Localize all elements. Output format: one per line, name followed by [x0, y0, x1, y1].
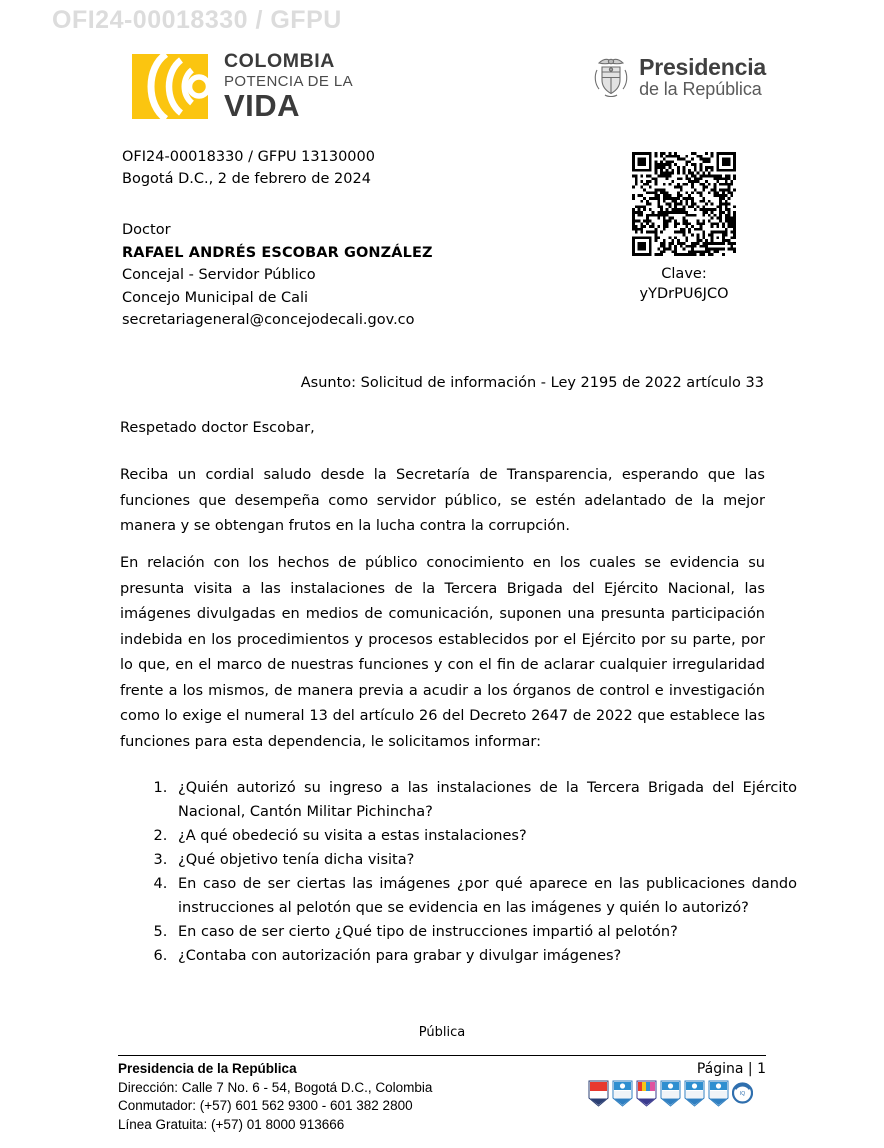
- badge-great-culture-to-innovate-icon: [636, 1080, 657, 1114]
- body-paragraph-2: En relación con los hechos de público conocimiento en los cuales se evidencia su presunta visita a las instalaciones de la Tercera Brigada del Ejército Nacional, las imágenes divulgadas en medios de comunicación, suponen una presunta participación indebida en los procedimientos y procesos establecidos por el Ejército por su parte, por lo que, en el marco de nuestras funciones y con el fin de aclarar cualquier irregularidad frente a los mismos, de manera previa a acudir a los órganos de control e investigación como lo exige el numeral 13 del artículo 26 del Decreto 2647 de 2022 que establece las funciones para esta dependencia, le solicitamos informar:: [120, 555, 765, 750]
- recipient-entity: Concejo Municipal de Cali: [122, 289, 309, 306]
- badge-icontec-1-icon: [612, 1080, 633, 1114]
- coat-of-arms-icon: [591, 54, 631, 100]
- qr-code-block: [632, 152, 736, 304]
- list-item: 1. ¿Quién autorizó su ingreso a las instalaciones de la Tercera Brigada del Ejército Nacional, Cantón Militar Pichincha?: [172, 776, 797, 824]
- subject-line: Asunto: Solicitud de información - Ley 2195 de 2022 artículo 33: [300, 375, 764, 391]
- document-watermark: OFI24-00018330 / GFPU: [52, 6, 342, 34]
- list-item: 4. En caso de ser ciertas las imágenes ¿por qué aparece en las publicaciones dando instrucciones al pelotón que se evidencia en las imágenes y quién lo autorizó?: [172, 872, 797, 920]
- colombia-logo-wordmark: [224, 52, 353, 121]
- badge-icontec-3-icon: [684, 1080, 705, 1114]
- badge-great-place-to-work-icon: [588, 1080, 609, 1114]
- recipient-block: [122, 219, 433, 332]
- qr-clave-value: yYDrPU6JCO: [639, 286, 729, 302]
- badge-iqnet-icon: [732, 1080, 753, 1114]
- footer-toll-free: Línea Gratuita: (+57) 01 8000 913666: [118, 1116, 345, 1132]
- qr-code-image: [632, 152, 736, 256]
- reference-block: [122, 146, 375, 190]
- colombia-wordmark-line2: POTENCIA DE LA: [224, 72, 353, 90]
- document-header: [0, 48, 884, 128]
- city-and-date: Bogotá D.C., 2 de febrero de 2024: [122, 171, 371, 187]
- footer-divider: [118, 1055, 766, 1056]
- svg-text:IQ: IQ: [739, 1091, 746, 1097]
- recipient-position: Concejal - Servidor Público: [122, 267, 316, 283]
- list-item: 6. ¿Contaba con autorización para grabar y divulgar imágenes?: [172, 944, 797, 968]
- questions-list: [140, 776, 797, 968]
- colombia-logo: [126, 50, 353, 123]
- badge-icontec-2-icon: [660, 1080, 681, 1114]
- presidencia-logo: [591, 54, 766, 100]
- badge-icontec-4-icon: [708, 1080, 729, 1114]
- presidencia-wordmark: [639, 55, 766, 98]
- list-item: 3. ¿Qué objetivo tenía dicha visita?: [172, 848, 797, 872]
- page-number: Página | 1: [696, 1061, 766, 1077]
- radicado-number: OFI24-00018330 / GFPU 13130000: [122, 149, 375, 165]
- qr-clave-label: Clave:: [661, 266, 707, 282]
- presidencia-wordmark-line1: Presidencia: [639, 54, 766, 81]
- list-item: 5. En caso de ser cierto ¿Qué tipo de instrucciones impartió al pelotón?: [172, 920, 797, 944]
- recipient-title: Doctor: [122, 222, 171, 238]
- footer-organization: Presidencia de la República: [118, 1061, 297, 1076]
- presidencia-wordmark-line2: de la República: [639, 78, 762, 99]
- classification-label: Pública: [418, 1025, 466, 1040]
- footer-address: Dirección: Calle 7 No. 6 - 54, Bogotá D.C., Colombia: [118, 1079, 433, 1095]
- colombia-brand-mark-icon: [126, 50, 214, 123]
- recipient-name: RAFAEL ANDRÉS ESCOBAR GONZÁLEZ: [122, 244, 433, 261]
- recipient-email: secretariageneral@concejodecali.gov.co: [122, 312, 415, 328]
- colombia-wordmark-line3: VIDA: [224, 87, 301, 123]
- qr-code-caption: [632, 264, 736, 304]
- footer-switchboard: Conmutador: (+57) 601 562 9300 - 601 382 2800: [118, 1098, 413, 1113]
- salutation-line: Respetado doctor Escobar,: [120, 420, 315, 436]
- colombia-wordmark-line1: COLOMBIA: [224, 50, 335, 73]
- body-paragraph-1: Reciba un cordial saludo desde la Secretaría de Transparencia, esperando que las funciones que desempeña como servidor público, se estén adelantado de la mejor manera y se obtengan frutos en la lucha contra la corrupción.: [120, 467, 765, 534]
- certification-badges: [588, 1080, 753, 1114]
- list-item: 2. ¿A qué obedeció su visita a estas instalaciones?: [172, 824, 797, 848]
